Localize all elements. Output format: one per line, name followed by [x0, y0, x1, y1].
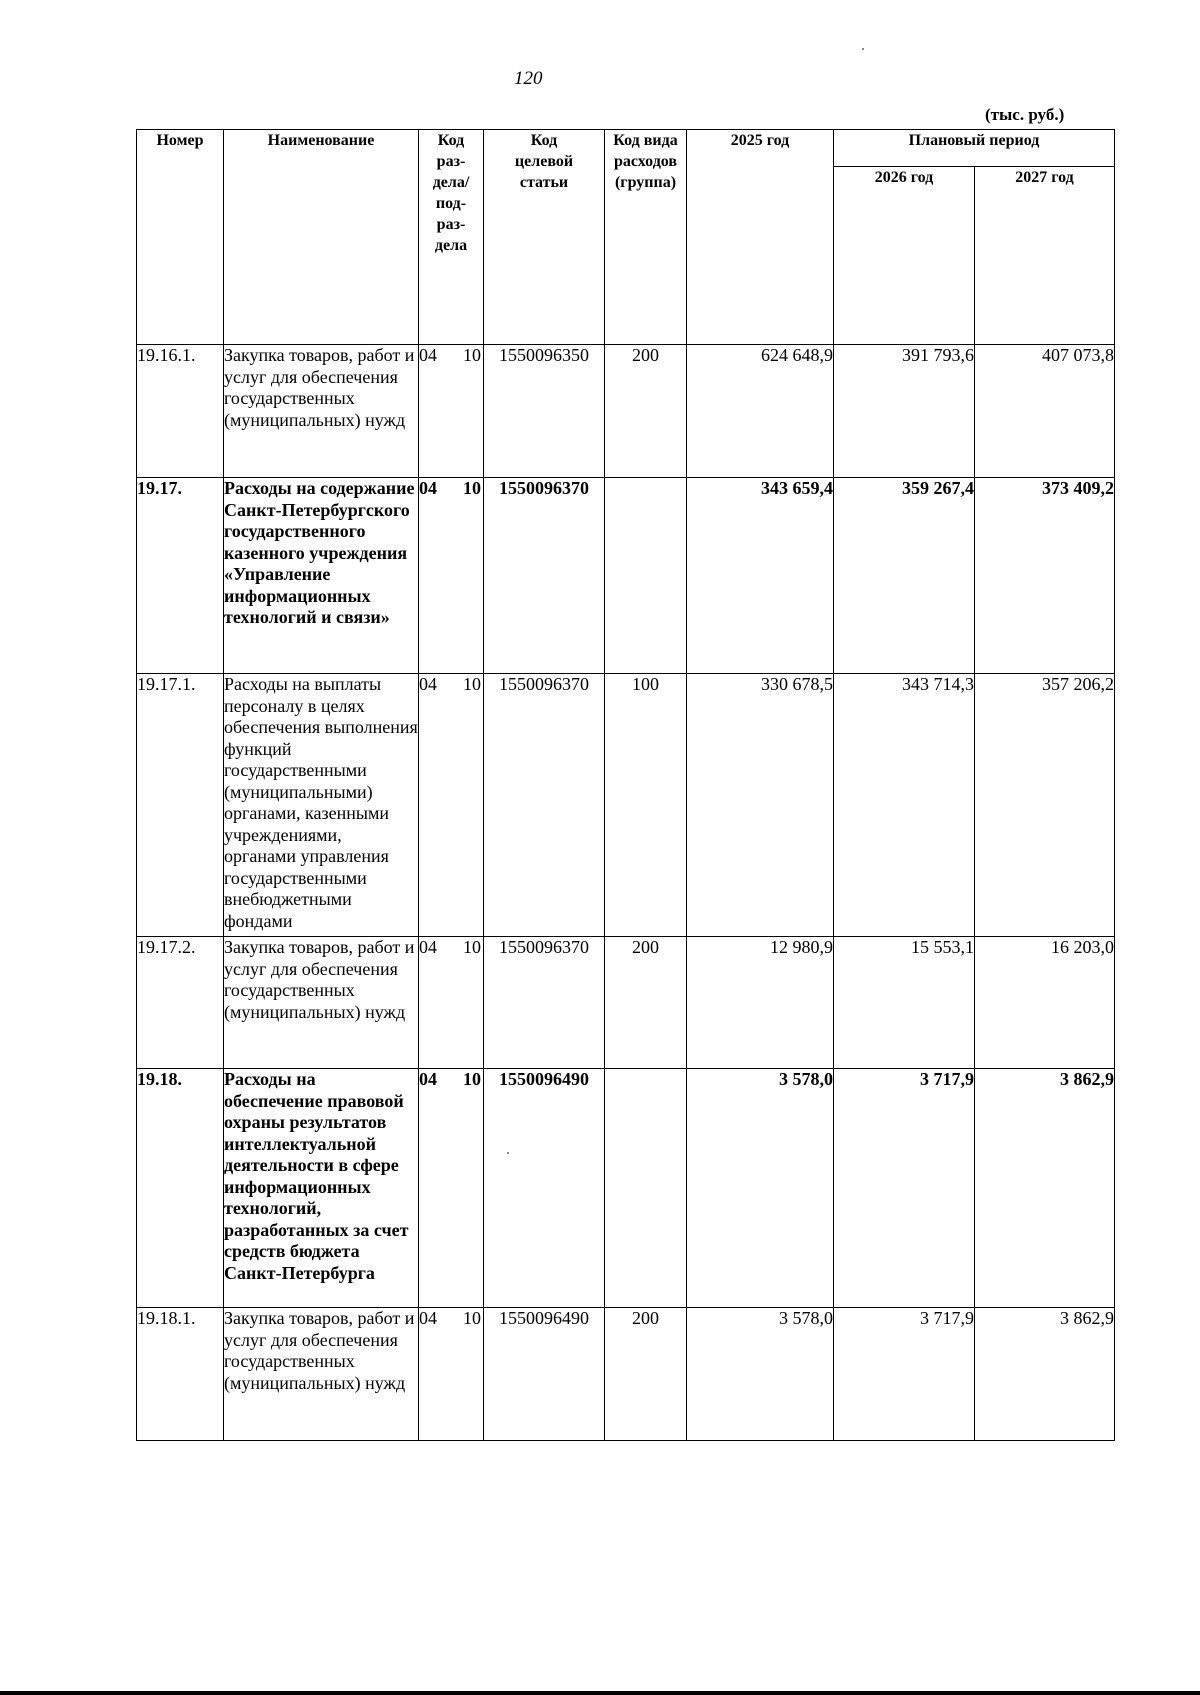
table-row — [137, 674, 1115, 937]
header-plan-period: Плановый период — [834, 130, 1115, 167]
row-2026: 15 553,1 — [834, 937, 975, 1069]
row-2026: 359 267,4 — [834, 478, 975, 674]
budget-table — [136, 129, 1115, 1441]
header-2027: 2027 год — [975, 167, 1115, 345]
table-row — [137, 1308, 1115, 1441]
header-number: Номер — [137, 130, 224, 345]
row-2025: 624 648,9 — [687, 345, 834, 478]
row-2025: 343 659,4 — [687, 478, 834, 674]
header-name: Наименование — [224, 130, 419, 345]
row-cel: 1550096370 — [484, 937, 605, 1069]
scan-edge-line — [0, 1691, 1200, 1695]
row-razdel: 04 10 — [419, 478, 484, 674]
row-2025: 12 980,9 — [687, 937, 834, 1069]
units-label: (тыс. руб.) — [985, 105, 1065, 124]
row-cel: 1550096490 — [484, 1308, 605, 1441]
row-number: 19.18.1. — [137, 1308, 224, 1441]
row-number: 19.16.1. — [137, 345, 224, 478]
row-kvr — [605, 1069, 687, 1308]
row-number: 19.18. — [137, 1069, 224, 1308]
row-cel: 1550096350 — [484, 345, 605, 478]
row-2025: 330 678,5 — [687, 674, 834, 937]
row-razdel: 04 10 — [419, 674, 484, 937]
row-2027: 16 203,0 — [975, 937, 1115, 1069]
row-cel: 1550096370 — [484, 478, 605, 674]
row-2027: 357 206,2 — [975, 674, 1115, 937]
row-kvr: 200 — [605, 937, 687, 1069]
header-razdel: Код раз- дела/ под- раз- дела — [419, 130, 484, 345]
row-2025: 3 578,0 — [687, 1069, 834, 1308]
table-row — [137, 478, 1115, 674]
header-cel: Код целевой статьи — [484, 130, 605, 345]
row-razdel: 04 10 — [419, 1069, 484, 1308]
scan-speck — [862, 48, 864, 50]
row-name: Закупка товаров, работ и услуг для обеспечения государственных (муниципальных) нужд — [224, 345, 419, 478]
row-2026: 343 714,3 — [834, 674, 975, 937]
row-cel: 1550096370 — [484, 674, 605, 937]
row-number: 19.17.2. — [137, 937, 224, 1069]
table-row — [137, 1069, 1115, 1308]
row-kvr: 200 — [605, 1308, 687, 1441]
row-2027: 407 073,8 — [975, 345, 1115, 478]
row-name: Расходы на обеспечение правовой охраны результатов интеллектуальной деятельности в сфере информационных технологий, разработанных за счет средств бюджета Санкт-Петербурга — [224, 1069, 419, 1308]
header-2025: 2025 год — [687, 130, 834, 345]
row-name: Закупка товаров, работ и услуг для обеспечения государственных (муниципальных) нужд — [224, 1308, 419, 1441]
header-2026: 2026 год — [834, 167, 975, 345]
row-2027: 3 862,9 — [975, 1069, 1115, 1308]
row-kvr: 200 — [605, 345, 687, 478]
row-2026: 3 717,9 — [834, 1069, 975, 1308]
header-row-1 — [137, 130, 1115, 167]
row-name: Расходы на выплаты персоналу в целях обеспечения выполнения функций государственными (муниципальными) органами, казенными учреждениями, органами управления государственными внебюджетными фондами — [224, 674, 419, 937]
row-cel: 1550096490 — [484, 1069, 605, 1308]
row-2027: 3 862,9 — [975, 1308, 1115, 1441]
row-2027: 373 409,2 — [975, 478, 1115, 674]
row-2026: 3 717,9 — [834, 1308, 975, 1441]
table-row — [137, 937, 1115, 1069]
row-razdel: 04 10 — [419, 1308, 484, 1441]
scan-speck — [507, 1152, 509, 1154]
row-2026: 391 793,6 — [834, 345, 975, 478]
row-kvr: 100 — [605, 674, 687, 937]
page-number: 120 — [514, 68, 543, 89]
row-kvr — [605, 478, 687, 674]
row-razdel: 04 10 — [419, 937, 484, 1069]
row-name: Расходы на содержание Санкт-Петербургского государственного казенного учреждения «Управление информационных технологий и связи» — [224, 478, 419, 674]
row-2025: 3 578,0 — [687, 1308, 834, 1441]
row-number: 19.17.1. — [137, 674, 224, 937]
table-row — [137, 345, 1115, 478]
row-razdel: 04 10 — [419, 345, 484, 478]
row-name: Закупка товаров, работ и услуг для обеспечения государственных (муниципальных) нужд — [224, 937, 419, 1069]
header-kvr: Код вида расходов (группа) — [605, 130, 687, 345]
row-number: 19.17. — [137, 478, 224, 674]
